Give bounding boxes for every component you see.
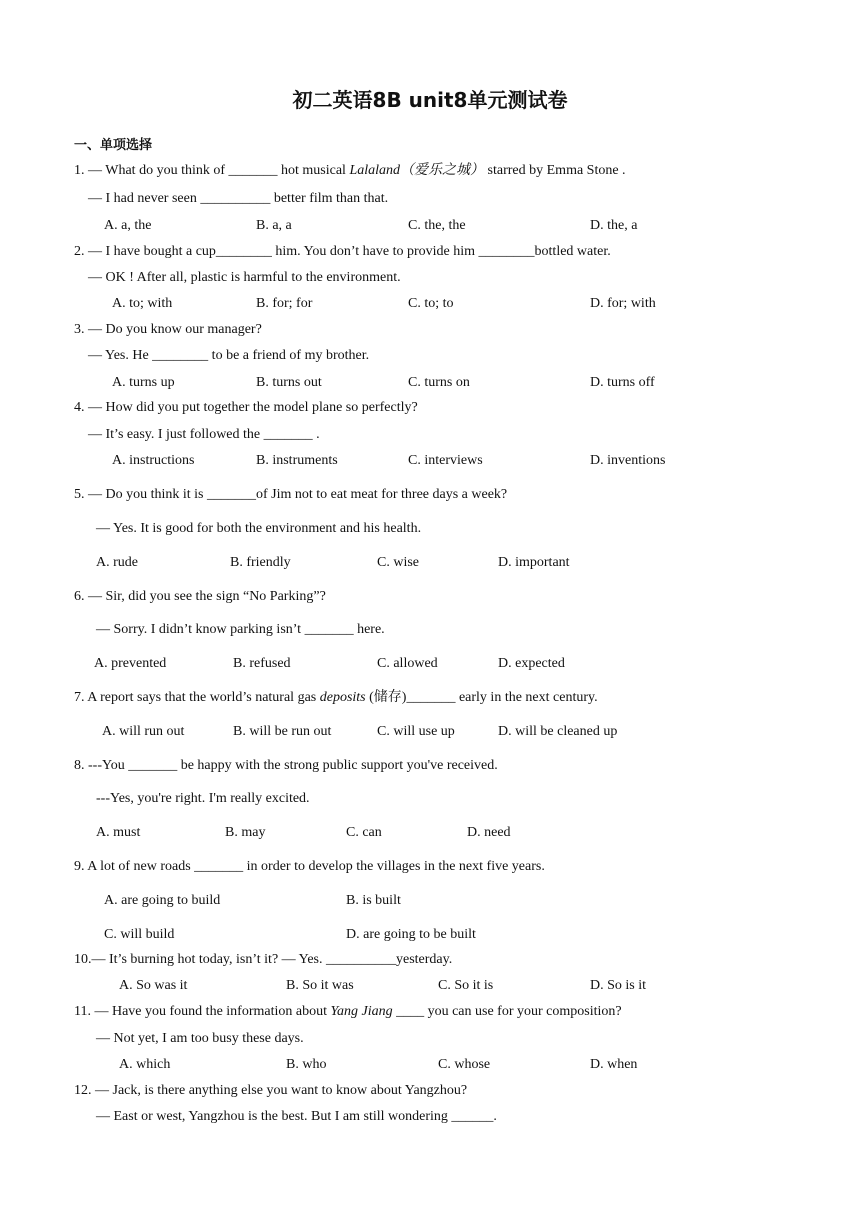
question-2-reply: — OK ! After all, plastic is harmful to the environment. bbox=[88, 270, 401, 285]
question-11-option-c: C. whose bbox=[438, 1057, 491, 1072]
question-7-option-c: C. will use up bbox=[377, 724, 455, 739]
question-9-option-a: A. are going to build bbox=[104, 893, 221, 908]
question-9-option-b: B. is built bbox=[346, 893, 401, 908]
question-11-option-d: D. when bbox=[590, 1057, 638, 1072]
section-title: 一、单项选择 bbox=[74, 138, 153, 153]
question-11-italic: Yang Jiang bbox=[330, 1004, 393, 1019]
question-6-stem: 6. — Sir, did you see the sign “No Parking”? bbox=[74, 589, 326, 604]
question-9-stem: 9. A lot of new roads _______ in order to develop the villages in the next five years. bbox=[74, 859, 545, 874]
question-10-stem: 10.— It’s burning hot today, isn’t it? — Yes. __________yesterday. bbox=[74, 952, 453, 967]
question-12-reply: — East or west, Yangzhou is the best. But I am still wondering ______. bbox=[96, 1109, 497, 1124]
question-12-stem: 12. — Jack, is there anything else you want to know about Yangzhou? bbox=[74, 1083, 468, 1098]
question-10-option-b: B. So it was bbox=[286, 978, 354, 993]
question-11-option-b: B. who bbox=[286, 1057, 327, 1072]
question-10-option-a: A. So was it bbox=[119, 978, 188, 993]
question-2-option-d: D. for; with bbox=[590, 296, 656, 311]
question-1-italic: Lalaland（爱乐之城） bbox=[349, 163, 485, 178]
question-4-option-d: D. inventions bbox=[590, 453, 666, 468]
question-1-reply: — I had never seen __________ better film than that. bbox=[88, 191, 389, 206]
question-6-option-b: B. refused bbox=[233, 656, 291, 671]
question-7-italic: deposits bbox=[319, 690, 366, 705]
question-3-option-d: D. turns off bbox=[590, 375, 655, 390]
question-3-reply: — Yes. He ________ to be a friend of my brother. bbox=[88, 348, 370, 363]
question-8-stem: 8. ---You _______ be happy with the strong public support you've received. bbox=[74, 758, 498, 773]
question-11-option-a: A. which bbox=[119, 1057, 171, 1072]
question-1-stem bbox=[74, 162, 626, 180]
question-8-reply: ---Yes, you're right. I'm really excited. bbox=[96, 791, 310, 806]
question-5-option-d: D. important bbox=[498, 555, 570, 570]
question-1-text-a: 1. — What do you think of _______ hot musical bbox=[74, 163, 350, 178]
question-1-option-a: A. a, the bbox=[104, 218, 152, 233]
question-7-option-b: B. will be run out bbox=[233, 724, 332, 739]
question-1-text-b: starred by Emma Stone . bbox=[484, 163, 626, 178]
question-5-option-a: A. rude bbox=[96, 555, 138, 570]
question-2-stem: 2. — I have bought a cup________ him. You don’t have to provide him ________bottled water. bbox=[74, 244, 611, 259]
question-10-option-c: C. So it is bbox=[438, 978, 494, 993]
question-7-option-a: A. will run out bbox=[102, 724, 185, 739]
question-5-stem: 5. — Do you think it is _______of Jim not to eat meat for three days a week? bbox=[74, 487, 508, 502]
question-3-option-c: C. turns on bbox=[408, 375, 470, 390]
question-2-option-b: B. for; for bbox=[256, 296, 313, 311]
question-11-text-a: 11. — Have you found the information about bbox=[74, 1004, 331, 1019]
question-9-option-c: C. will build bbox=[104, 927, 175, 942]
question-4-reply: — It’s easy. I just followed the _______ . bbox=[88, 427, 320, 442]
question-6-option-c: C. allowed bbox=[377, 656, 438, 671]
question-7-text-a: 7. A report says that the world’s natural gas bbox=[74, 690, 320, 705]
question-5-reply: — Yes. It is good for both the environment and his health. bbox=[96, 521, 422, 536]
question-5-option-b: B. friendly bbox=[230, 555, 291, 570]
question-8-option-b: B. may bbox=[225, 825, 266, 840]
question-4-option-c: C. interviews bbox=[408, 453, 483, 468]
question-3-option-b: B. turns out bbox=[256, 375, 322, 390]
question-3-stem: 3. — Do you know our manager? bbox=[74, 322, 262, 337]
question-4-option-b: B. instruments bbox=[256, 453, 338, 468]
question-7-option-d: D. will be cleaned up bbox=[498, 724, 618, 739]
page-title: 初二英语8B unit8单元测试卷 bbox=[292, 88, 568, 112]
question-10-option-d: D. So is it bbox=[590, 978, 647, 993]
question-8-option-c: C. can bbox=[346, 825, 382, 840]
question-4-option-a: A. instructions bbox=[112, 453, 195, 468]
question-8-option-d: D. need bbox=[467, 825, 511, 840]
question-9-option-d: D. are going to be built bbox=[346, 927, 476, 942]
question-11-text-b: ____ you can use for your composition? bbox=[392, 1004, 622, 1019]
question-1-option-d: D. the, a bbox=[590, 218, 638, 233]
question-11-stem bbox=[74, 1003, 622, 1021]
question-4-stem: 4. — How did you put together the model plane so perfectly? bbox=[74, 400, 418, 415]
question-7-stem bbox=[74, 689, 598, 707]
question-6-option-d: D. expected bbox=[498, 656, 565, 671]
question-7-text-b: (储存)_______ early in the next century. bbox=[365, 690, 598, 705]
question-2-option-a: A. to; with bbox=[112, 296, 173, 311]
question-8-option-a: A. must bbox=[96, 825, 141, 840]
question-5-option-c: C. wise bbox=[377, 555, 419, 570]
question-6-option-a: A. prevented bbox=[94, 656, 167, 671]
question-1-option-b: B. a, a bbox=[256, 218, 292, 233]
question-3-option-a: A. turns up bbox=[112, 375, 175, 390]
question-1-option-c: C. the, the bbox=[408, 218, 466, 233]
question-2-option-c: C. to; to bbox=[408, 296, 454, 311]
question-11-reply: — Not yet, I am too busy these days. bbox=[96, 1031, 304, 1046]
question-6-reply: — Sorry. I didn’t know parking isn’t _______ here. bbox=[96, 622, 385, 637]
